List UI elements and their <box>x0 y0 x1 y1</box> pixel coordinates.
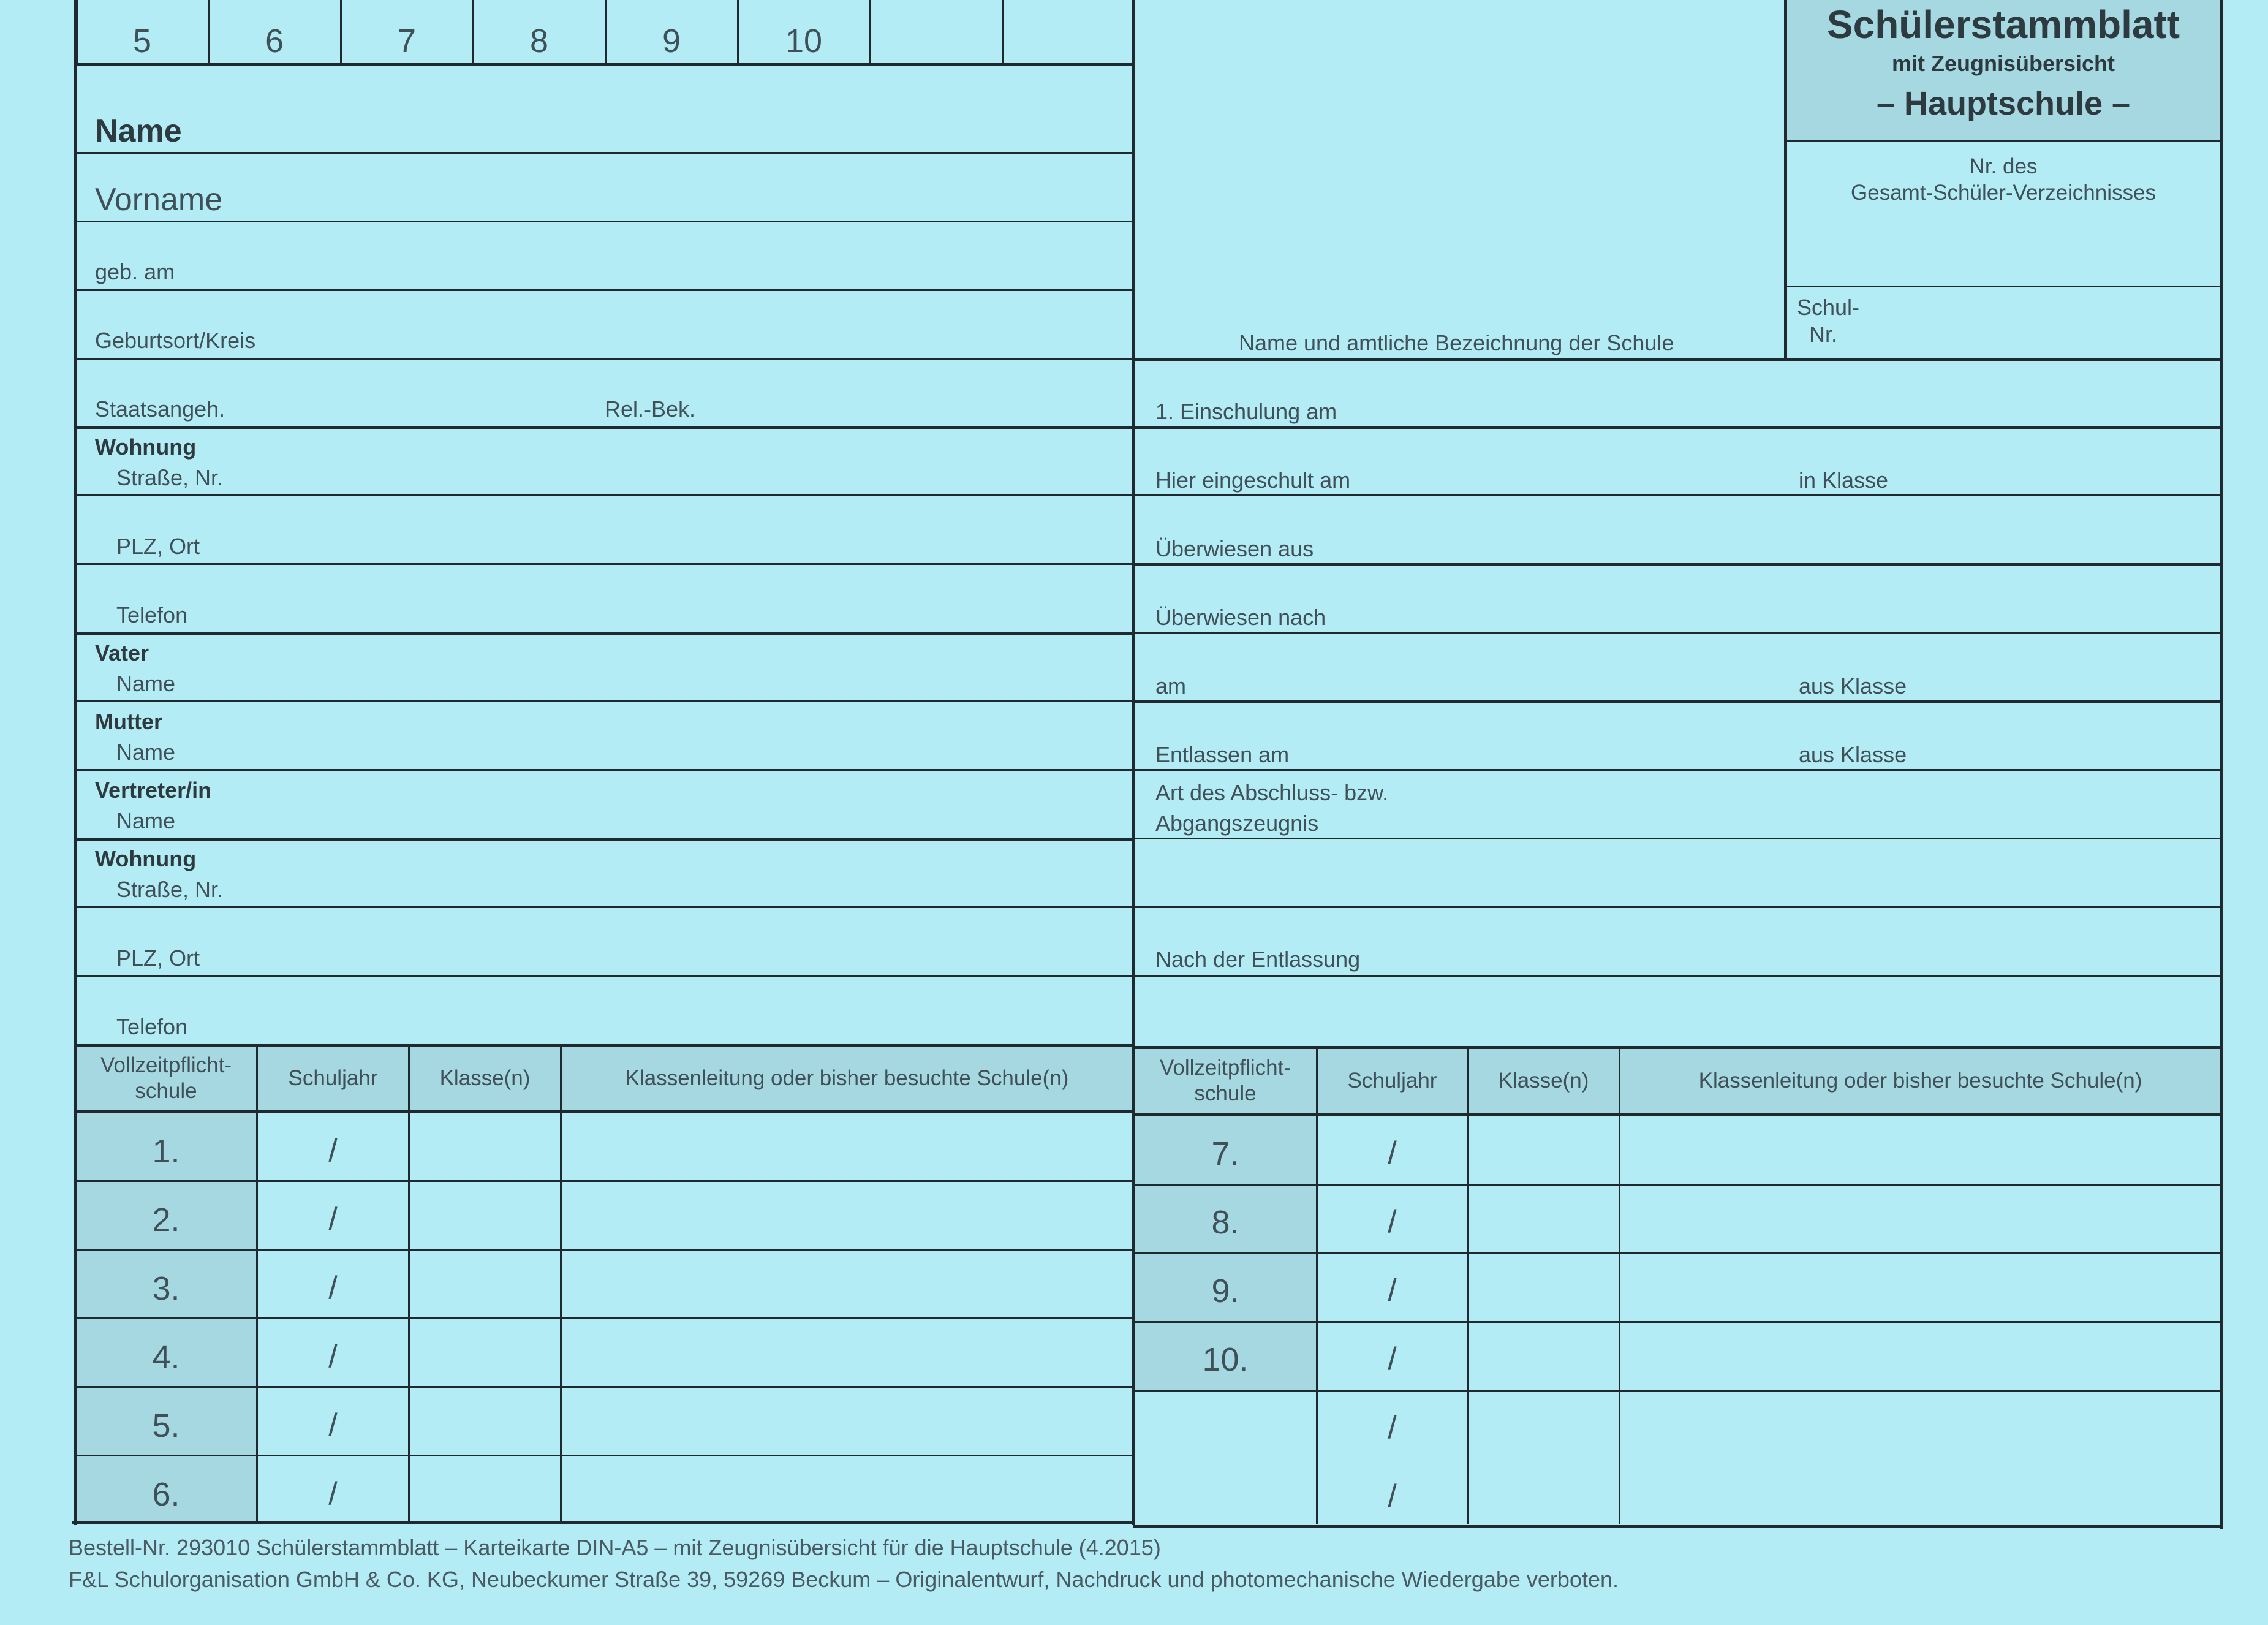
transferred-from-label: Überwiesen aus <box>1155 536 1314 561</box>
th-left-classes: Klasse(n) <box>439 1066 531 1090</box>
transfer-date-label: am <box>1155 673 1187 699</box>
row-number: 2. <box>152 1202 180 1238</box>
father-heading: Vater <box>95 640 149 665</box>
th-right-compulsory-school: Vollzeitpflicht- schule <box>1160 1056 1291 1105</box>
year-box-10: 10 <box>785 23 823 59</box>
certificate-type-label-2: Abgangszeugnis <box>1155 811 1319 836</box>
year-slash: / <box>1388 1479 1397 1514</box>
religion-label: Rel.-Bek. <box>605 396 696 422</box>
card-title: Schülerstammblatt <box>1826 2 2180 47</box>
year-slash: / <box>328 1339 338 1374</box>
certificate-type-label-1: Art des Abschluss- bzw. <box>1155 780 1389 805</box>
th-left-school-year: Schuljahr <box>288 1066 378 1090</box>
right-border <box>2220 0 2223 1529</box>
phone-label: Telefon <box>116 602 188 627</box>
row-number: 4. <box>152 1339 180 1376</box>
enrolled-here-label: Hier eingeschult am <box>1155 468 1351 493</box>
name-label: Name <box>95 113 182 149</box>
card-subtitle: mit Zeugnisübersicht <box>1891 51 2115 76</box>
row-number: 8. <box>1211 1204 1239 1241</box>
from-class-label-1: aus Klasse <box>1799 673 1907 699</box>
birthplace-label: Geburtsort/Kreis <box>95 328 256 353</box>
year-slash: / <box>328 1476 338 1512</box>
school-no-label-1: Schul- <box>1797 295 1860 320</box>
year-box-5: 5 <box>132 23 152 59</box>
transferred-to-label: Überwiesen nach <box>1155 605 1326 630</box>
postcode-label: PLZ, Ort <box>116 534 200 559</box>
th-right-school-year: Schuljahr <box>1347 1069 1437 1093</box>
discharged-label: Entlassen am <box>1155 742 1290 767</box>
row-number: 9. <box>1211 1273 1239 1309</box>
register-label-2: Gesamt-Schüler-Verzeichnisses <box>1851 181 2156 205</box>
year-slash: / <box>1388 1341 1397 1377</box>
guardian-residence-heading: Wohnung <box>95 846 197 871</box>
row-number: 5. <box>152 1407 180 1444</box>
year-box-9: 9 <box>662 23 681 59</box>
school-name-label: Name und amtliche Bezeichnung der Schule <box>1239 330 1674 355</box>
street-label: Straße, Nr. <box>116 465 224 490</box>
nationality-label: Staatsangeh. <box>95 396 225 422</box>
after-discharge-label: Nach der Entlassung <box>1155 947 1361 972</box>
row-number-left-shade <box>74 1112 257 1522</box>
year-box-8: 8 <box>529 23 549 59</box>
footer-order-info: Bestell-Nr. 293010 Schülerstammblatt – Karteikarte DIN-A5 – mit Zeugnisübersicht für die Hauptschule (4.2015) <box>69 1535 1161 1560</box>
guardian-name-label: Name <box>116 808 176 833</box>
year-slash: / <box>328 1133 338 1169</box>
year-slash: / <box>1388 1135 1397 1171</box>
th-right-class-teacher: Klassenleitung oder bisher besuchte Schule(n) <box>1698 1069 2142 1093</box>
birthdate-label: geb. am <box>95 259 175 284</box>
row-number: 7. <box>1211 1135 1239 1172</box>
school-no-label-2: Nr. <box>1809 322 1838 347</box>
th-right-classes: Klasse(n) <box>1498 1069 1589 1093</box>
year-slash: / <box>328 1407 338 1443</box>
vorname-label: Vorname <box>95 182 223 218</box>
mother-heading: Mutter <box>95 709 162 734</box>
year-box-7: 7 <box>397 23 417 59</box>
year-slash: / <box>328 1270 338 1306</box>
row-number: 3. <box>152 1270 180 1307</box>
row-number: 1. <box>152 1133 180 1170</box>
guardian-postcode-label: PLZ, Ort <box>116 945 200 971</box>
register-label-1: Nr. des <box>1969 154 2038 178</box>
school-type: – Hauptschule – <box>1876 85 2131 122</box>
th-left-compulsory-school: Vollzeitpflicht- schule <box>100 1053 232 1103</box>
mother-name-label: Name <box>116 740 176 765</box>
from-class-label-2: aus Klasse <box>1799 742 1907 767</box>
in-class-label: in Klasse <box>1799 468 1889 493</box>
year-box-6: 6 <box>265 23 284 59</box>
year-slash: / <box>328 1202 338 1237</box>
residence-heading: Wohnung <box>95 434 197 460</box>
row-number: 6. <box>152 1476 180 1513</box>
guardian-street-label: Straße, Nr. <box>116 877 224 902</box>
first-enrollment-label: 1. Einschulung am <box>1155 399 1337 424</box>
row-number: 10. <box>1202 1341 1249 1378</box>
year-slash: / <box>1388 1204 1397 1240</box>
th-left-class-teacher: Klassenleitung oder bisher besuchte Schule(n) <box>625 1066 1069 1090</box>
guardian-phone-label: Telefon <box>116 1014 188 1039</box>
father-name-label: Name <box>116 671 176 696</box>
footer-publisher-info: F&L Schulorganisation GmbH & Co. KG, Neubeckumer Straße 39, 59269 Beckum – Originalentwurf, Nachdruck und photomechanische Wiedergabe verboten. <box>69 1567 1619 1592</box>
year-slash: / <box>1388 1410 1397 1445</box>
year-slash: / <box>1388 1273 1397 1308</box>
guardian-heading: Vertreter/in <box>95 778 212 803</box>
